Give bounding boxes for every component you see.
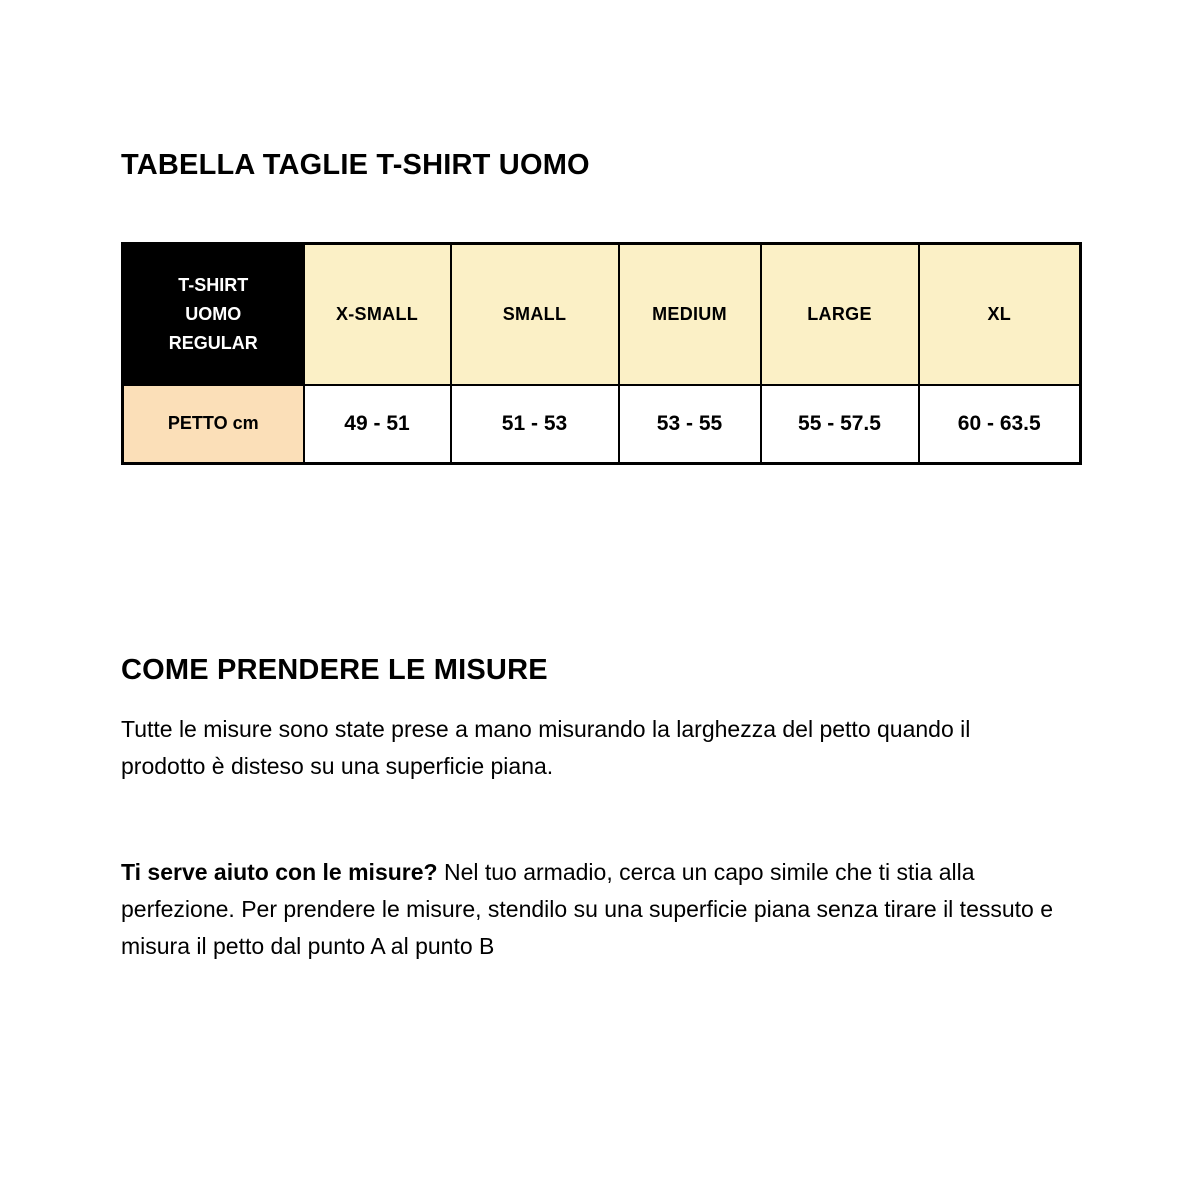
- measure-value-medium: 53 - 55: [619, 385, 761, 464]
- size-header-xsmall: X-SMALL: [304, 244, 451, 385]
- size-header-medium: MEDIUM: [619, 244, 761, 385]
- measure-help-text: [121, 854, 1091, 965]
- measure-intro-text: Tutte le misure sono state prese a mano misurando la larghezza del petto quando il prodotto è disteso su una superficie piana.: [121, 716, 971, 779]
- measure-value-small: 51 - 53: [451, 385, 619, 464]
- corner-header-cell: [123, 244, 304, 385]
- measure-value-xsmall: 49 - 51: [304, 385, 451, 464]
- page-title: TABELLA TAGLIE T-SHIRT UOMO: [121, 149, 590, 181]
- measure-help-body: Nel tuo armadio, cerca un capo simile che ti stia alla perfezione. Per prendere le misure, stendilo su una superficie piana senza tirare il tessuto e misura il petto dal punto A al punto B: [121, 859, 1054, 959]
- measure-row-label: PETTO cm: [123, 385, 304, 464]
- size-chart-header-row: [123, 244, 1081, 385]
- measure-value-large: 55 - 57.5: [761, 385, 919, 464]
- corner-header-label: T-SHIRT UOMO REGULAR: [168, 274, 258, 353]
- size-header-large: LARGE: [761, 244, 919, 385]
- measure-help-lead: Ti serve aiuto con le misure?: [121, 859, 438, 885]
- size-chart-measure-row: [123, 385, 1081, 464]
- size-header-small: SMALL: [451, 244, 619, 385]
- size-chart-table: [121, 242, 1082, 465]
- measure-value-xl: 60 - 63.5: [919, 385, 1081, 464]
- measure-section-heading: COME PRENDERE LE MISURE: [121, 654, 548, 686]
- size-header-xl: XL: [919, 244, 1081, 385]
